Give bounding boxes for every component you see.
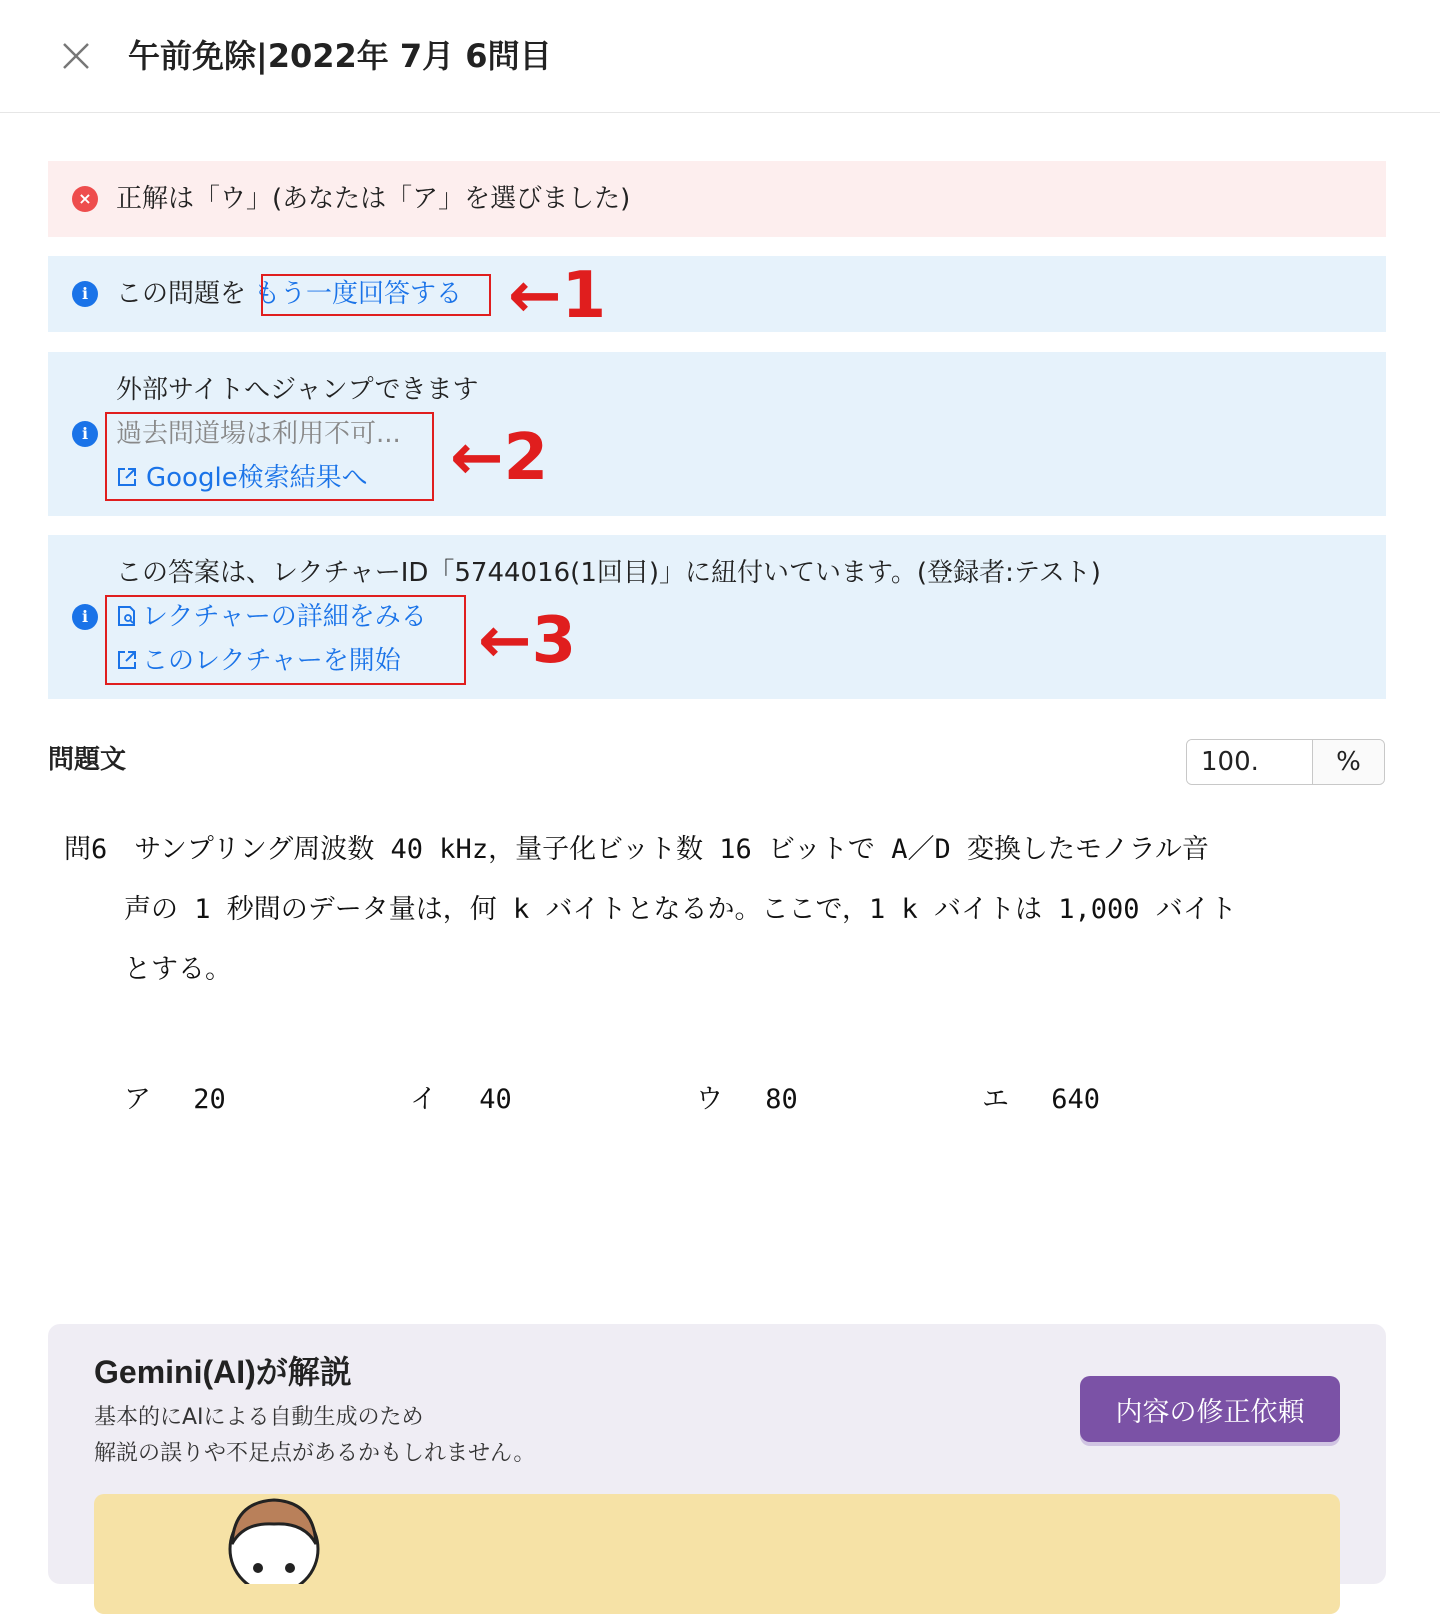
annotation-label-2: ←2: [450, 421, 549, 495]
question-line: 問6 サンプリング周波数 40 kHz，量子化ビット数 16 ビットで A／D 変換したモノラル音: [64, 834, 1209, 865]
ai-title: Gemini(AI)が解説: [94, 1354, 352, 1390]
lecture-alert: [48, 535, 1386, 699]
error-circle-icon: ×: [72, 186, 98, 212]
result-text: 正解は「ウ」(あなたは「ア」を選びました): [116, 184, 631, 214]
info-icon: i: [72, 421, 98, 447]
external-alert: [48, 352, 1386, 516]
retry-prefix: この問題を: [116, 279, 247, 309]
question-line: 声の 1 秒間のデータ量は，何 k バイトとなるか。ここで，1 k バイトは 1,000 バイト: [124, 894, 1237, 925]
unavailable-text: 過去問道場は利用不可...: [116, 419, 401, 449]
zoom-control: [1186, 739, 1385, 785]
ai-answer-panel: [94, 1494, 1340, 1614]
info-icon: i: [72, 281, 98, 307]
info-icon: i: [72, 604, 98, 630]
zoom-unit: %: [1313, 740, 1384, 784]
choice-label: イ: [410, 1084, 437, 1115]
close-icon[interactable]: [56, 36, 96, 76]
choice-item: [696, 1080, 798, 1120]
zoom-input[interactable]: [1187, 740, 1313, 784]
google-link-label: Google検索結果へ: [146, 463, 368, 493]
annotation-box-3: [105, 595, 466, 685]
ai-note-line2: 解説の誤りや不足点があるかもしれません。: [94, 1441, 536, 1466]
choice-item: [124, 1080, 226, 1120]
choice-label: エ: [982, 1084, 1009, 1115]
retry-link[interactable]: もう一度回答する: [254, 279, 463, 309]
retry-alert: [48, 256, 1386, 332]
annotation-label-1: ←1: [508, 259, 607, 333]
avatar-illustration: [224, 1494, 324, 1584]
choice-item: [410, 1080, 512, 1120]
lecture-detail-label: レクチャーの詳細をみる: [142, 602, 427, 632]
choice-item: [982, 1080, 1100, 1120]
lecture-start-label: このレクチャーを開始: [142, 646, 401, 676]
request-correction-button[interactable]: 内容の修正依頼: [1080, 1376, 1340, 1442]
ai-note-line1: 基本的にAIによる自動生成のため: [94, 1405, 424, 1430]
ai-explanation-card: [48, 1324, 1386, 1584]
choice-label: ア: [124, 1084, 151, 1115]
choice-label: ウ: [696, 1084, 723, 1115]
choice-value: 20: [193, 1084, 226, 1115]
choice-value: 80: [765, 1084, 798, 1115]
choice-value: 640: [1051, 1084, 1101, 1115]
question-section-label: 問題文: [48, 745, 127, 775]
lecture-text: この答案は、レクチャーID「5744016(1回目)」に紐付いています。(登録者:テスト): [116, 558, 1101, 588]
external-heading: 外部サイトへジャンプできます: [116, 375, 479, 405]
annotation-box-2: [105, 412, 434, 501]
result-alert: [48, 161, 1386, 237]
header-bar: [0, 0, 1440, 113]
page-title: 午前免除|2022年 7月 6問目: [128, 37, 552, 75]
annotation-label-3: ←3: [478, 604, 577, 678]
question-line: とする。: [124, 954, 232, 985]
choice-value: 40: [479, 1084, 512, 1115]
annotation-box-1: [261, 274, 491, 316]
